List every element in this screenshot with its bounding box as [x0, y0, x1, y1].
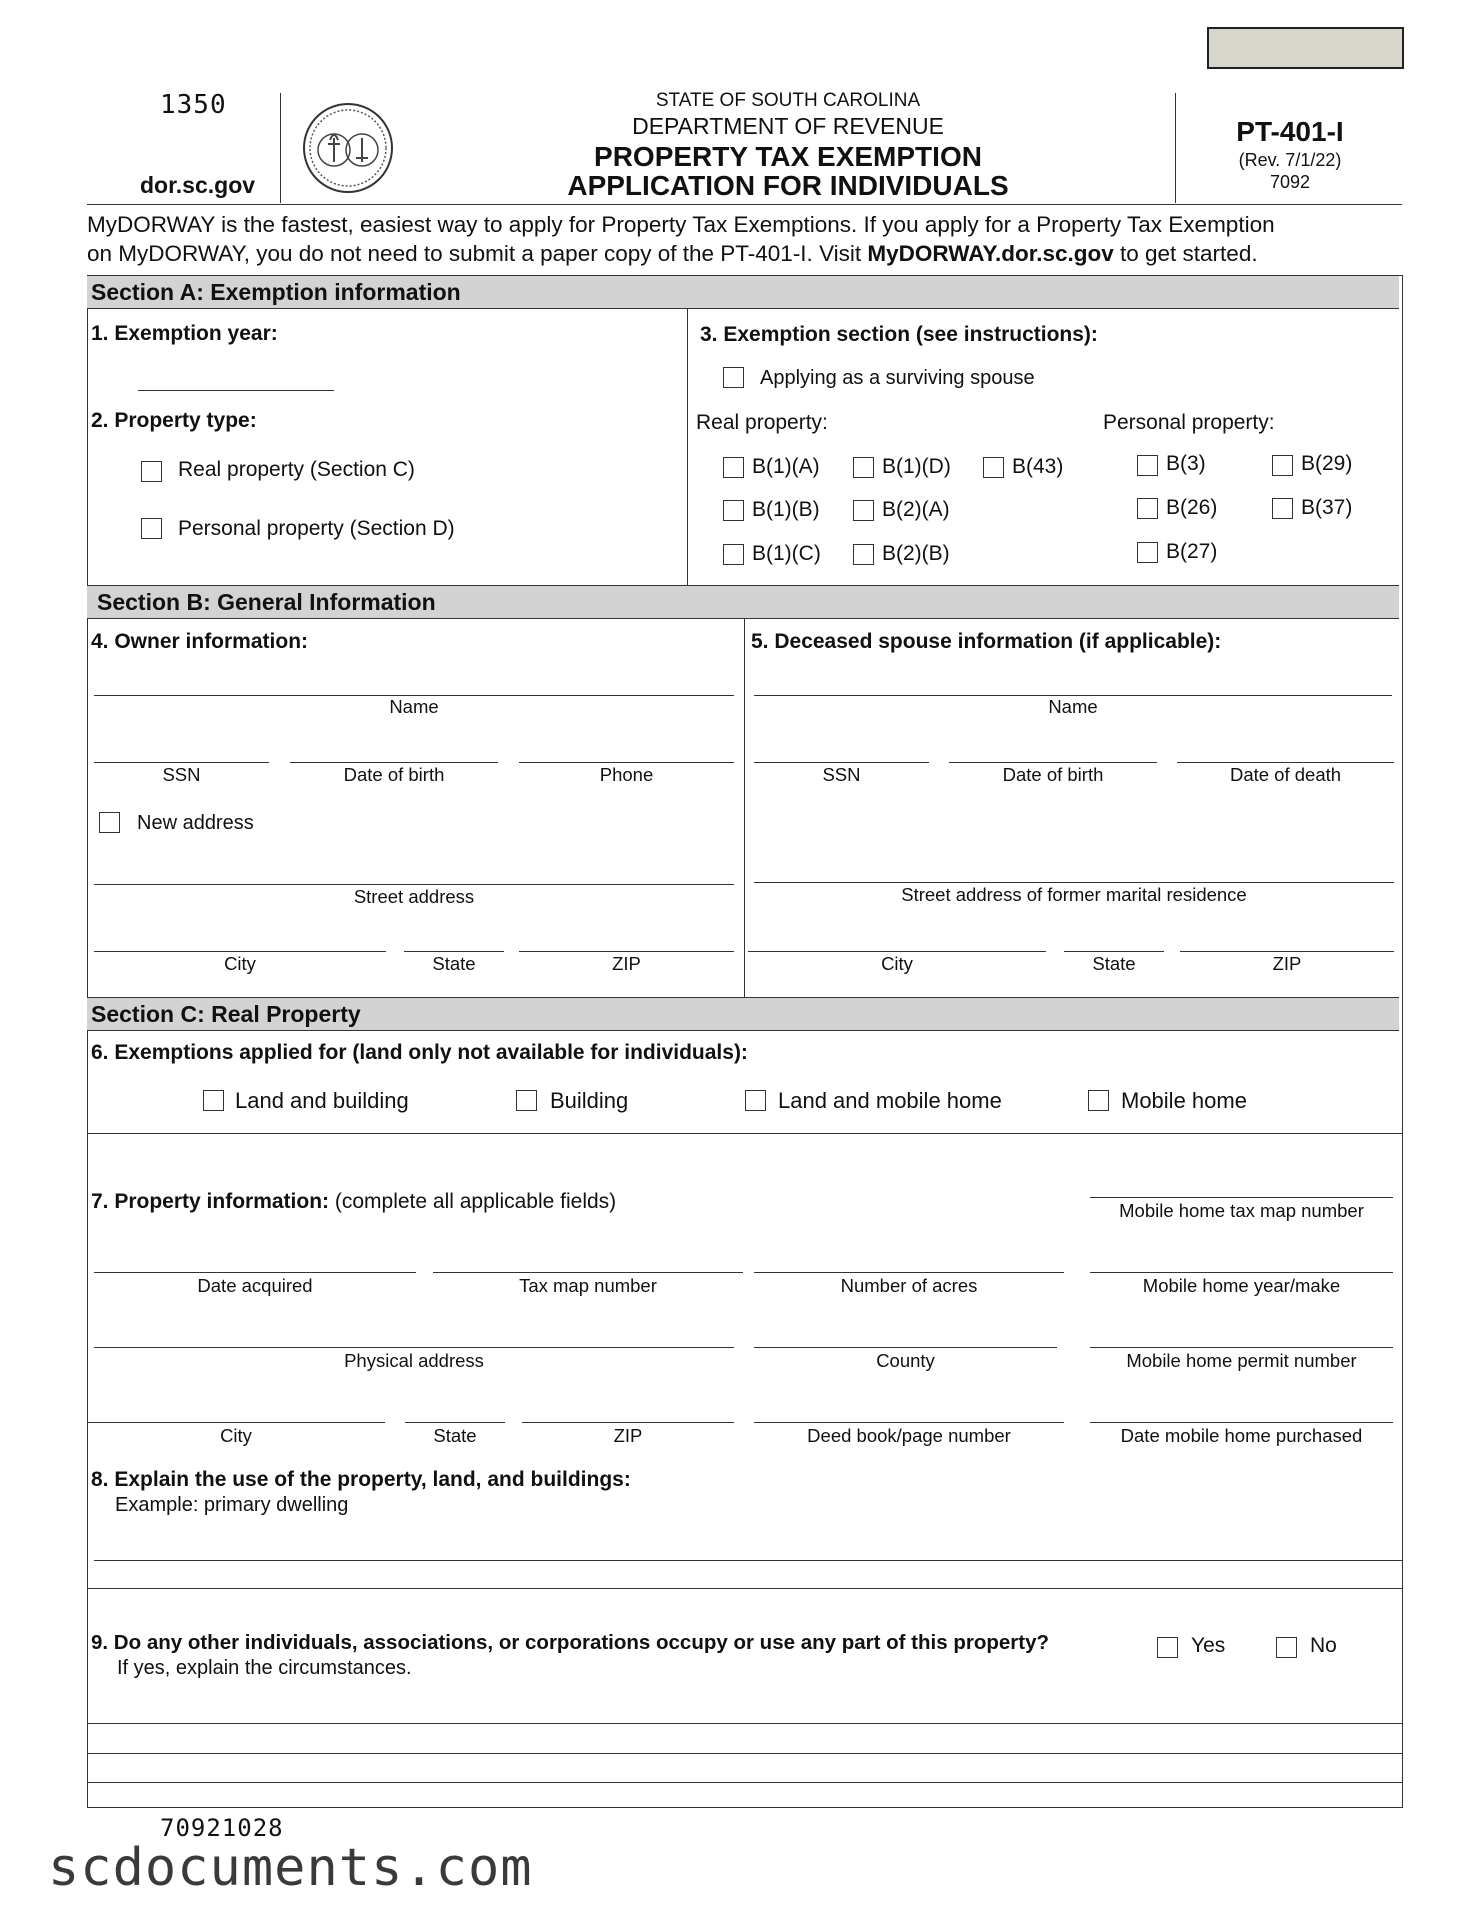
property-zip-caption: ZIP: [613, 1425, 643, 1446]
intro-line2: [87, 241, 1258, 267]
owner-name-caption: Name: [389, 696, 439, 717]
checkbox-b3[interactable]: [1137, 455, 1158, 476]
owner-street-caption: Street address: [353, 886, 475, 907]
mh-permit-field[interactable]: [1090, 1347, 1393, 1348]
section-a-header: [87, 275, 1399, 309]
form-code: 7092: [1269, 172, 1311, 192]
option-b1b: B(1)(B): [752, 498, 820, 521]
form-title-line2: APPLICATION FOR INDIVIDUALS: [567, 170, 1009, 201]
option-b27: B(27): [1166, 540, 1218, 563]
checkbox-b43[interactable]: [983, 457, 1004, 478]
spouse-dob-caption: Date of birth: [1002, 764, 1104, 785]
property-state-caption: State: [433, 1425, 477, 1446]
mh-purchased-caption: Date mobile home purchased: [1120, 1425, 1363, 1446]
option-b1a: B(1)(A): [752, 455, 820, 478]
checkbox-b27[interactable]: [1137, 542, 1158, 563]
deceased-spouse-label: 5. Deceased spouse information (if applicable):: [751, 630, 1222, 653]
county-field[interactable]: [754, 1347, 1057, 1348]
exemption-year-field[interactable]: [138, 390, 334, 391]
surviving-spouse-label: Applying as a surviving spouse: [760, 367, 1035, 389]
physical-address-caption: Physical address: [344, 1350, 484, 1371]
option-b3: B(3): [1166, 452, 1206, 475]
checkbox-b37[interactable]: [1272, 498, 1293, 519]
spouse-ssn-caption: SSN: [822, 764, 861, 785]
section-b-title: Section B: General Information: [97, 589, 436, 615]
occupancy-yes-label: Yes: [1191, 1634, 1226, 1657]
occupancy-yes-checkbox[interactable]: [1157, 1637, 1178, 1658]
new-address-label: New address: [137, 812, 254, 834]
personal-property-options-label: Personal property:: [1103, 411, 1275, 434]
property-city-field[interactable]: [87, 1422, 385, 1423]
exemption-section-label: 3. Exemption section (see instructions):: [700, 323, 1098, 346]
form-number-top: 1350: [160, 90, 227, 120]
spouse-city-field[interactable]: [748, 951, 1046, 952]
mh-permit-caption: Mobile home permit number: [1126, 1350, 1357, 1371]
section-b-header: [87, 585, 1399, 619]
intro-line2-prefix: on MyDORWAY, you do not need to submit a paper copy of the PT-401-I. Visit: [87, 241, 868, 266]
former-residence-caption: Street address of former marital residence: [901, 884, 1247, 905]
owner-ssn-caption: SSN: [162, 764, 201, 785]
spouse-state-caption: State: [1092, 953, 1136, 974]
owner-state-field[interactable]: [404, 951, 504, 952]
real-property-options-label: Real property:: [696, 411, 828, 434]
personal-property-checkbox[interactable]: [141, 518, 162, 539]
land-and-building-label: Land and building: [235, 1088, 409, 1113]
spouse-dob-field[interactable]: [949, 762, 1157, 763]
spouse-state-field[interactable]: [1064, 951, 1164, 952]
deed-field[interactable]: [754, 1422, 1064, 1423]
land-and-building-checkbox[interactable]: [203, 1090, 224, 1111]
deed-caption: Deed book/page number: [807, 1425, 1011, 1446]
owner-street-field[interactable]: [94, 884, 734, 885]
county-caption: County: [876, 1350, 935, 1371]
tax-map-caption: Tax map number: [519, 1275, 657, 1296]
spouse-name-caption: Name: [1048, 696, 1098, 717]
option-b1c: B(1)(C): [752, 542, 821, 565]
owner-ssn-field[interactable]: [94, 762, 269, 763]
mh-tax-map-caption: Mobile home tax map number: [1119, 1200, 1364, 1221]
checkbox-b29[interactable]: [1272, 455, 1293, 476]
intro-line2-suffix: to get started.: [1113, 241, 1258, 266]
exemptions-applied-label: 6. Exemptions applied for (land only not available for individuals):: [91, 1041, 748, 1064]
option-b2b: B(2)(B): [882, 542, 950, 565]
tax-map-field[interactable]: [433, 1272, 743, 1273]
checkbox-b2b[interactable]: [853, 544, 874, 565]
mh-tax-map-field[interactable]: [1090, 1197, 1393, 1198]
owner-phone-field[interactable]: [519, 762, 734, 763]
property-use-field[interactable]: [94, 1560, 1402, 1561]
owner-dob-caption: Date of birth: [343, 764, 445, 785]
option-b2a: B(2)(A): [882, 498, 950, 521]
property-info-label: [91, 1190, 616, 1214]
exemption-year-label: 1. Exemption year:: [91, 322, 278, 345]
occupancy-explain-line-2[interactable]: [87, 1753, 1402, 1754]
property-state-field[interactable]: [405, 1422, 505, 1423]
property-use-example: Example: primary dwelling: [115, 1494, 349, 1516]
option-b37: B(37): [1301, 496, 1353, 519]
mh-year-make-field[interactable]: [1090, 1272, 1393, 1273]
property-type-label: 2. Property type:: [91, 409, 257, 432]
acres-caption: Number of acres: [840, 1275, 978, 1296]
intro-line1: MyDORWAY is the fastest, easiest way to apply for Property Tax Exemptions. If you apply for a Property Tax Exemption: [87, 212, 1275, 237]
mh-year-make-caption: Mobile home year/make: [1142, 1275, 1341, 1296]
property-zip-field[interactable]: [522, 1422, 734, 1423]
occupancy-subtext: If yes, explain the circumstances.: [117, 1657, 412, 1679]
option-b43: B(43): [1012, 455, 1064, 478]
section-c-title: Section C: Real Property: [91, 1001, 361, 1027]
property-info-label-rest: (complete all applicable fields): [329, 1190, 617, 1213]
owner-info-label: 4. Owner information:: [91, 630, 309, 653]
mobile-home-label: Mobile home: [1121, 1088, 1247, 1113]
surviving-spouse-checkbox[interactable]: [723, 367, 744, 388]
section-c-header: [87, 997, 1399, 1031]
spouse-dod-caption: Date of death: [1229, 764, 1342, 785]
property-use-label: 8. Explain the use of the property, land, and buildings:: [91, 1468, 631, 1491]
state-name: STATE OF SOUTH CAROLINA: [655, 90, 921, 111]
form-title-line1: PROPERTY TAX EXEMPTION: [594, 141, 982, 172]
footer-code: 70921028: [160, 1814, 284, 1842]
building-label: Building: [550, 1088, 629, 1113]
occupancy-explain-line-3[interactable]: [87, 1782, 1402, 1783]
date-acquired-caption: Date acquired: [197, 1275, 313, 1296]
spouse-zip-field[interactable]: [1180, 951, 1394, 952]
option-b1d: B(1)(D): [882, 455, 951, 478]
new-address-checkbox[interactable]: [99, 812, 120, 833]
former-residence-field[interactable]: [754, 882, 1394, 883]
personal-property-label: Personal property (Section D): [178, 517, 455, 540]
office-use-box: [1207, 27, 1404, 69]
checkbox-b26[interactable]: [1137, 498, 1158, 519]
option-b26: B(26): [1166, 496, 1218, 519]
spouse-city-caption: City: [881, 953, 913, 974]
occupancy-question: 9. Do any other individuals, associations, or corporations occupy or use any part of this property?: [91, 1631, 1049, 1654]
spouse-zip-caption: ZIP: [1272, 953, 1302, 974]
owner-city-field[interactable]: [94, 951, 386, 952]
mydorway-link[interactable]: MyDORWAY.dor.sc.gov: [867, 241, 1114, 266]
watermark: scdocuments.com: [48, 1838, 533, 1898]
owner-zip-caption: ZIP: [612, 953, 641, 974]
mh-purchased-field[interactable]: [1090, 1422, 1393, 1423]
property-info-label-bold: 7. Property information:: [91, 1190, 330, 1213]
land-and-mobile-home-checkbox[interactable]: [745, 1090, 766, 1111]
mobile-home-checkbox[interactable]: [1088, 1090, 1109, 1111]
checkbox-b1c[interactable]: [723, 544, 744, 565]
owner-city-caption: City: [224, 953, 256, 974]
form-revision: (Rev. 7/1/22): [1238, 150, 1342, 170]
checkbox-b1b[interactable]: [723, 500, 744, 521]
section-a-title: Section A: Exemption information: [91, 279, 461, 305]
owner-phone-caption: Phone: [599, 764, 654, 785]
spouse-dod-field[interactable]: [1177, 762, 1394, 763]
acres-field[interactable]: [754, 1272, 1064, 1273]
occupancy-no-label: No: [1310, 1634, 1337, 1657]
real-property-label: Real property (Section C): [178, 458, 415, 481]
owner-state-caption: State: [432, 953, 476, 974]
checkbox-b1a[interactable]: [723, 457, 744, 478]
property-city-caption: City: [220, 1425, 252, 1446]
website: dor.sc.gov: [140, 172, 256, 198]
building-checkbox[interactable]: [516, 1090, 537, 1111]
occupancy-no-checkbox[interactable]: [1276, 1637, 1297, 1658]
department-name: DEPARTMENT OF REVENUE: [632, 113, 944, 139]
physical-address-field[interactable]: [94, 1347, 734, 1348]
date-acquired-field[interactable]: [94, 1272, 416, 1273]
occupancy-explain-line-1[interactable]: [87, 1723, 1402, 1724]
real-property-checkbox[interactable]: [141, 461, 162, 482]
land-and-mobile-home-label: Land and mobile home: [778, 1088, 1002, 1113]
checkbox-b2a[interactable]: [853, 500, 874, 521]
option-b29: B(29): [1301, 452, 1353, 475]
spouse-ssn-field[interactable]: [754, 762, 929, 763]
checkbox-b1d[interactable]: [853, 457, 874, 478]
owner-dob-field[interactable]: [290, 762, 498, 763]
owner-zip-field[interactable]: [519, 951, 734, 952]
form-id: PT-401-I: [1236, 116, 1344, 147]
